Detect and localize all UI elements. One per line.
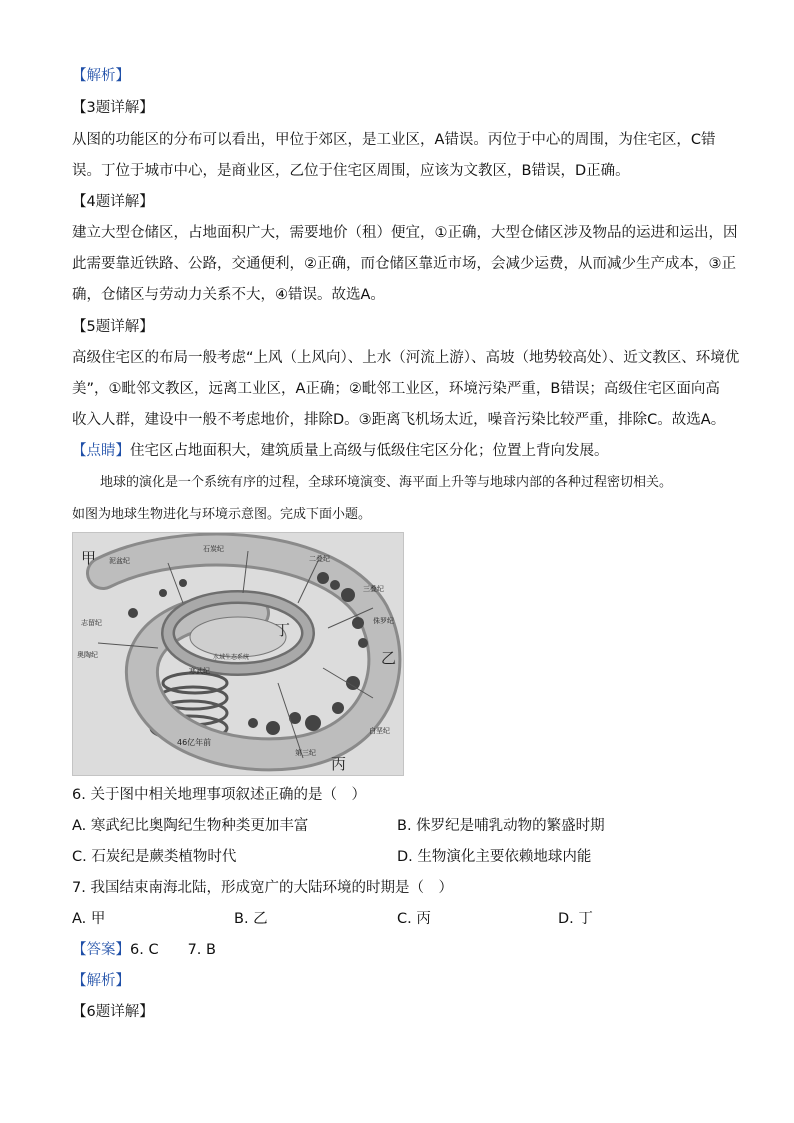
q4-text-line-3: 确，仓储区与劳动力关系不大，④错误。故选A。 [72,287,385,303]
intro-line-2: 如图为地球生物进化与环境示意图。完成下面小题。 [72,507,372,522]
label-zhiliuji: 志留纪 [81,619,102,627]
q4-text-line-2: 此需要靠近铁路、公路，交通便利，②正确，而仓储区靠近市场，会减少运费，从而减少生产成本，③正 [72,256,736,272]
tip-paragraph [72,441,609,461]
label-baieji: 白垩纪 [369,727,390,735]
q5-text-line-2: 美”，①毗邻文教区，远离工业区，A正确；②毗邻工业区，环境污染严重，B错误；高级住宅区面向高 [72,381,720,397]
analysis-heading: 【解析】 [72,68,130,84]
q3-text-line-1: 从图的功能区的分布可以看出，甲位于郊区，是工业区，A错误。丙位于中心的周围，为住宅区，C错 [72,132,716,148]
label-hanwuji: 寒武纪 [189,667,210,675]
label-niphaji: 泥盆纪 [109,557,130,565]
q6-stem: 6. 关于图中相关地理事项叙述正确的是（ ） [72,787,366,803]
q7-option-c: C. 丙 [397,911,431,927]
answer-label: 【答案】 [72,942,130,958]
label-ding: 丁 [275,621,291,639]
q7-option-b: B. 乙 [234,911,268,927]
q5-text-line-1: 高级住宅区的布局一般考虑“上风（上风向）、上水（河流上游）、高坡（地势较高处）、近文教区、环境优 [72,350,740,366]
q5-text-line-3: 收入人群，建设中一般不考虑地价，排除D。③距离飞机场太近，噪音污染比较严重，排除C。故选A。 [72,412,726,428]
label-erdieji: 二叠纪 [309,555,330,563]
q6-option-d: D. 生物演化主要依赖地球内能 [397,849,592,865]
answer-line [72,940,216,960]
q6-option-b: B. 侏罗纪是哺乳动物的繁盛时期 [397,818,605,834]
label-jia: 甲 [81,549,97,567]
q6-option-a: A. 寒武纪比奥陶纪生物种类更加丰富 [72,818,309,834]
tip-label: 【点睛】 [72,443,130,459]
label-age: 46亿年前 [177,738,212,747]
label-disanji: 第三纪 [295,749,316,757]
earth-evolution-figure [72,532,404,776]
label-yi: 乙 [381,649,397,667]
analysis-heading-2: 【解析】 [72,973,130,989]
q7-option-d: D. 丁 [558,911,593,927]
tip-text: 住宅区占地面积大，建筑质量上高级与低级住宅区分化；位置上背向发展。 [130,443,609,459]
q6-detail-heading: 【6题详解】 [72,1004,154,1020]
q3-text-line-2: 误。丁位于城市中心，是商业区，乙位于住宅区周围，应该为文教区，B错误，D正确。 [72,163,630,179]
q4-detail-heading: 【4题详解】 [72,194,154,210]
q3-detail-heading: 【3题详解】 [72,100,154,116]
label-shuiyu: 水域生态系统 [213,654,250,661]
label-shitanji: 石炭纪 [203,545,224,553]
label-sandieji: 三叠纪 [363,585,384,593]
q6-option-c: C. 石炭纪是蕨类植物时代 [72,849,237,865]
q7-stem: 7. 我国结束南海北陆，形成宽广的大陆环境的时期是（ ） [72,880,453,896]
label-bing: 丙 [331,755,347,773]
q7-option-a: A. 甲 [72,911,106,927]
q5-detail-heading: 【5题详解】 [72,319,154,335]
q4-text-line-1: 建立大型仓储区，占地面积广大，需要地价（租）便宜，①正确，大型仓储区涉及物品的运进和运出，因 [72,225,738,241]
intro-line-1: 地球的演化是一个系统有序的过程，全球环境演变、海平面上升等与地球内部的各种过程密切相关。 [100,475,673,490]
label-zhuluoji: 侏罗纪 [373,617,394,625]
label-aotaoji: 奥陶纪 [77,651,98,659]
answer-text: 6. C 7. B [130,942,216,958]
evolution-spiral-diagram [73,533,403,775]
